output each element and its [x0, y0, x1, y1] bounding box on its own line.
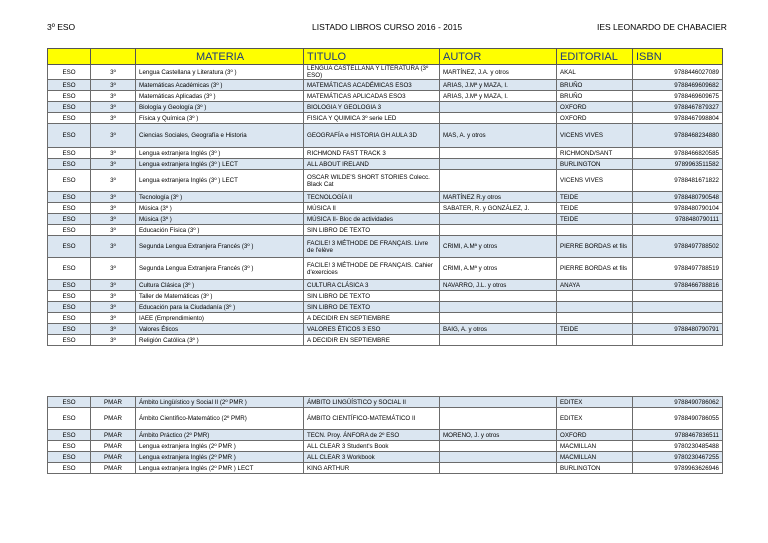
cell-isbn: 9788467836511	[633, 430, 723, 441]
cell-editorial: OXFORD	[557, 430, 633, 441]
cell-titulo: GEOGRAFÍA e HISTORIA GH AULA 3D	[304, 124, 440, 148]
cell-curso: PMAR	[91, 397, 136, 408]
cell-editorial: BURLINGTON	[557, 463, 633, 474]
cell-autor	[440, 102, 557, 113]
cell-curso: 3º	[91, 80, 136, 91]
cell-curso: 3º	[91, 113, 136, 124]
books-table-eso	[47, 48, 723, 346]
cell-editorial: BRUÑO	[557, 91, 633, 102]
cell-isbn	[633, 335, 723, 346]
header-cell-etapa	[48, 49, 91, 65]
cell-etapa: ESO	[48, 302, 91, 313]
table-row	[48, 124, 723, 148]
books-table-pmar	[47, 396, 723, 474]
cell-editorial: EDITEX	[557, 408, 633, 430]
table-row	[48, 159, 723, 170]
cell-editorial: MACMILLAN	[557, 452, 633, 463]
cell-etapa: ESO	[48, 124, 91, 148]
table-row	[48, 80, 723, 91]
cell-autor: CRIMI, A.Mª y otros	[440, 236, 557, 258]
cell-isbn: 9788490786055	[633, 408, 723, 430]
cell-editorial: EDITEX	[557, 397, 633, 408]
cell-curso: 3º	[91, 203, 136, 214]
cell-titulo: MATEMÁTICAS APLICADAS ESO3	[304, 91, 440, 102]
cell-titulo: FISICA Y QUIMICA 3º serie LED	[304, 113, 440, 124]
cell-isbn: 9788467998804	[633, 113, 723, 124]
cell-materia: Música (3º )	[136, 214, 304, 225]
cell-materia: Ámbito Práctico (2º PMR)	[136, 430, 304, 441]
table-row	[48, 148, 723, 159]
cell-curso: PMAR	[91, 430, 136, 441]
cell-autor	[440, 113, 557, 124]
table-row	[48, 203, 723, 214]
cell-editorial: PIERRE BORDAS et fils	[557, 258, 633, 280]
cell-autor	[440, 225, 557, 236]
cell-isbn: 9789963511582	[633, 159, 723, 170]
cell-editorial: OXFORD	[557, 113, 633, 124]
cell-titulo: BIOLOGIA Y GEOLOGIA 3	[304, 102, 440, 113]
header-school: IES LEONARDO DE CHABACIER	[597, 22, 727, 32]
cell-etapa: ESO	[48, 335, 91, 346]
cell-curso: 3º	[91, 65, 136, 80]
cell-isbn: 9788481671822	[633, 170, 723, 192]
cell-autor: MORENO, J. y otros	[440, 430, 557, 441]
cell-materia: Religión Católica (3º )	[136, 335, 304, 346]
cell-materia: Cultura Clásica (3º )	[136, 280, 304, 291]
cell-etapa: ESO	[48, 148, 91, 159]
cell-etapa: ESO	[48, 430, 91, 441]
cell-isbn: 9780230485488	[633, 441, 723, 452]
cell-titulo: SIN LIBRO DE TEXTO	[304, 302, 440, 313]
cell-etapa: ESO	[48, 280, 91, 291]
cell-editorial: RICHMOND/SANT	[557, 148, 633, 159]
header-cell-titulo: TITULO	[304, 49, 440, 65]
cell-editorial: OXFORD	[557, 102, 633, 113]
cell-isbn: 9788467879327	[633, 102, 723, 113]
cell-autor: NAVARRO, J.L. y otros	[440, 280, 557, 291]
cell-titulo: MÚSICA II	[304, 203, 440, 214]
cell-curso: 3º	[91, 313, 136, 324]
cell-autor	[440, 335, 557, 346]
cell-autor	[440, 170, 557, 192]
cell-isbn	[633, 291, 723, 302]
cell-titulo: TECNOLOGÍA II	[304, 192, 440, 203]
cell-titulo: ALL CLEAR 3 Student's Book	[304, 441, 440, 452]
header-course: 3º ESO	[47, 22, 76, 32]
cell-titulo: ALL ABOUT IRELAND	[304, 159, 440, 170]
cell-etapa: ESO	[48, 214, 91, 225]
cell-autor	[440, 159, 557, 170]
cell-materia: Ciencias Sociales, Geografía e Historia	[136, 124, 304, 148]
cell-materia: Lengua extranjera Inglés (3º ) LECT	[136, 159, 304, 170]
table-row	[48, 324, 723, 335]
cell-etapa: ESO	[48, 291, 91, 302]
cell-isbn: 9789963626946	[633, 463, 723, 474]
cell-etapa: ESO	[48, 203, 91, 214]
cell-curso: 3º	[91, 91, 136, 102]
cell-materia: Lengua extranjera Inglés (2º PMR )	[136, 441, 304, 452]
cell-materia: Música (3º )	[136, 203, 304, 214]
cell-editorial	[557, 335, 633, 346]
cell-materia: IAEE (Emprendimiento)	[136, 313, 304, 324]
cell-etapa: ESO	[48, 236, 91, 258]
table-row	[48, 280, 723, 291]
header-cell-curso	[91, 49, 136, 65]
cell-etapa: ESO	[48, 452, 91, 463]
cell-materia: Física y Química (3º )	[136, 113, 304, 124]
cell-editorial	[557, 302, 633, 313]
cell-titulo: CULTURA CLÁSICA 3	[304, 280, 440, 291]
cell-titulo: VALORES ÉTICOS 3 ESO	[304, 324, 440, 335]
table-row	[48, 441, 723, 452]
table-row	[48, 258, 723, 280]
cell-autor	[440, 313, 557, 324]
cell-titulo: KING ARTHUR	[304, 463, 440, 474]
cell-etapa: ESO	[48, 463, 91, 474]
cell-autor: SABATER, R. y GONZÁLEZ, J.	[440, 203, 557, 214]
cell-materia: Lengua extranjera Inglés (2º PMR )	[136, 452, 304, 463]
cell-isbn: 9788469609675	[633, 91, 723, 102]
cell-isbn: 9788468234880	[633, 124, 723, 148]
cell-autor	[440, 302, 557, 313]
cell-isbn: 9788490786062	[633, 397, 723, 408]
cell-materia: Lengua extranjera Inglés (2º PMR ) LECT	[136, 463, 304, 474]
cell-isbn	[633, 302, 723, 313]
cell-materia: Educación para la Ciudadanía (3º )	[136, 302, 304, 313]
cell-materia: Lengua Castellana y Literatura (3º )	[136, 65, 304, 80]
table-row	[48, 408, 723, 430]
table-row	[48, 335, 723, 346]
cell-curso: 3º	[91, 214, 136, 225]
cell-isbn: 9780230467255	[633, 452, 723, 463]
cell-materia: Ámbito Lingüístico y Social II (2º PMR )	[136, 397, 304, 408]
cell-autor: CRIMI, A.Mª y otros	[440, 258, 557, 280]
cell-etapa: ESO	[48, 258, 91, 280]
cell-curso: 3º	[91, 159, 136, 170]
table-row	[48, 102, 723, 113]
cell-titulo: OSCAR WILDE'S SHORT STORIES Colecc. Black Cat	[304, 170, 440, 192]
cell-editorial: TEIDE	[557, 203, 633, 214]
cell-autor: MARTÍNEZ, J.A. y otros	[440, 65, 557, 80]
cell-etapa: ESO	[48, 313, 91, 324]
cell-etapa: ESO	[48, 80, 91, 91]
cell-editorial: ANAYA	[557, 280, 633, 291]
table-row	[48, 113, 723, 124]
cell-editorial: MACMILLAN	[557, 441, 633, 452]
cell-titulo: ÁMBITO CIENTÍFICO-MATEMÁTICO II	[304, 408, 440, 430]
cell-editorial: BRUÑO	[557, 80, 633, 91]
cell-etapa: ESO	[48, 65, 91, 80]
table-row	[48, 430, 723, 441]
cell-titulo: TECN. Proy. ÁNFORA de 2º ESO	[304, 430, 440, 441]
cell-autor: MAS, A. y otros	[440, 124, 557, 148]
cell-etapa: ESO	[48, 159, 91, 170]
cell-curso: 3º	[91, 192, 136, 203]
cell-autor	[440, 397, 557, 408]
cell-materia: Taller de Matemáticas (3º )	[136, 291, 304, 302]
cell-curso: 3º	[91, 324, 136, 335]
cell-autor	[440, 291, 557, 302]
cell-titulo: A DECIDIR EN SEPTIEMBRE	[304, 313, 440, 324]
cell-isbn: 9788480790111	[633, 214, 723, 225]
cell-materia: Segunda Lengua Extranjera Francés (3º )	[136, 258, 304, 280]
header-cell-materia: MATERIA	[136, 49, 304, 65]
cell-autor: ARIAS, J.Mª y MAZA, I.	[440, 91, 557, 102]
cell-titulo: LENGUA CASTELLANA Y LITERATURA (3º ESO)	[304, 65, 440, 80]
cell-titulo: FACILE! 3 MÉTHODE DE FRANÇAIS. Livre de l'elève	[304, 236, 440, 258]
cell-titulo: SIN LIBRO DE TEXTO	[304, 225, 440, 236]
cell-materia: Tecnología (3º )	[136, 192, 304, 203]
cell-isbn: 9788497788502	[633, 236, 723, 258]
cell-isbn: 9788497788519	[633, 258, 723, 280]
cell-isbn	[633, 313, 723, 324]
table-row	[48, 463, 723, 474]
cell-editorial: BURLINGTON	[557, 159, 633, 170]
cell-materia: Lengua extranjera Inglés (3º ) LECT	[136, 170, 304, 192]
cell-etapa: ESO	[48, 408, 91, 430]
cell-curso: 3º	[91, 258, 136, 280]
cell-titulo: SIN LIBRO DE TEXTO	[304, 291, 440, 302]
cell-editorial	[557, 313, 633, 324]
cell-etapa: ESO	[48, 225, 91, 236]
cell-autor: BAIG, A. y otros	[440, 324, 557, 335]
cell-etapa: ESO	[48, 192, 91, 203]
table-row	[48, 313, 723, 324]
cell-autor	[440, 452, 557, 463]
table-row	[48, 397, 723, 408]
cell-etapa: ESO	[48, 324, 91, 335]
cell-materia: Matemáticas Aplicadas (3º )	[136, 91, 304, 102]
cell-materia: Valores Éticos	[136, 324, 304, 335]
cell-etapa: ESO	[48, 91, 91, 102]
table-row	[48, 225, 723, 236]
cell-titulo: ÁMBITO LINGÜÍSTICO y SOCIAL II	[304, 397, 440, 408]
cell-curso: PMAR	[91, 408, 136, 430]
cell-titulo: ALL CLEAR 3 Workbook	[304, 452, 440, 463]
cell-isbn	[633, 225, 723, 236]
cell-isbn: 9788480790791	[633, 324, 723, 335]
table-row	[48, 291, 723, 302]
cell-materia: Educación Física (3º )	[136, 225, 304, 236]
cell-etapa: ESO	[48, 170, 91, 192]
cell-materia: Ámbito Científico-Matemático (2º PMR)	[136, 408, 304, 430]
cell-titulo: MÚSICA II- Bloc de actividades	[304, 214, 440, 225]
table-row	[48, 214, 723, 225]
header-cell-editorial: EDITORIAL	[557, 49, 633, 65]
header-cell-isbn: ISBN	[633, 49, 723, 65]
header-cell-autor: AUTOR	[440, 49, 557, 65]
cell-etapa: ESO	[48, 397, 91, 408]
table-row	[48, 91, 723, 102]
cell-editorial: AKAL	[557, 65, 633, 80]
cell-curso: 3º	[91, 280, 136, 291]
cell-etapa: ESO	[48, 113, 91, 124]
cell-curso: 3º	[91, 236, 136, 258]
cell-editorial	[557, 291, 633, 302]
cell-titulo: RICHMOND FAST TRACK 3	[304, 148, 440, 159]
cell-etapa: ESO	[48, 102, 91, 113]
table-row	[48, 236, 723, 258]
cell-curso: 3º	[91, 102, 136, 113]
cell-isbn: 9788446027089	[633, 65, 723, 80]
cell-isbn: 9788480790548	[633, 192, 723, 203]
cell-editorial: VICENS VIVES	[557, 124, 633, 148]
cell-isbn: 9788480790104	[633, 203, 723, 214]
header-list-title: LISTADO LIBROS CURSO 2016 - 2015	[312, 22, 463, 32]
cell-curso: 3º	[91, 335, 136, 346]
cell-titulo: A DECIDIR EN SEPTIEMBRE	[304, 335, 440, 346]
cell-curso: PMAR	[91, 463, 136, 474]
cell-etapa: ESO	[48, 441, 91, 452]
table-row	[48, 302, 723, 313]
table-header-row	[48, 49, 723, 65]
table-row	[48, 170, 723, 192]
cell-titulo: FACILE! 3 MÉTHODE DE FRANÇAIS. Cahier d'exercices	[304, 258, 440, 280]
cell-autor: MARTÍNEZ R.y otros	[440, 192, 557, 203]
cell-curso: 3º	[91, 170, 136, 192]
cell-editorial	[557, 225, 633, 236]
cell-curso: 3º	[91, 302, 136, 313]
cell-isbn: 9788466788816	[633, 280, 723, 291]
cell-autor	[440, 214, 557, 225]
table-row	[48, 192, 723, 203]
cell-autor	[440, 408, 557, 430]
cell-autor: ARIAS, J.Mª y MAZA, I.	[440, 80, 557, 91]
table-row	[48, 452, 723, 463]
cell-autor	[440, 148, 557, 159]
cell-materia: Segunda Lengua Extranjera Francés (3º )	[136, 236, 304, 258]
cell-materia: Lengua extranjera Inglés (3º )	[136, 148, 304, 159]
cell-isbn: 9788466820585	[633, 148, 723, 159]
cell-editorial: TEIDE	[557, 214, 633, 225]
cell-editorial: PIERRE BORDAS et fils	[557, 236, 633, 258]
cell-curso: 3º	[91, 225, 136, 236]
cell-editorial: TEIDE	[557, 324, 633, 335]
cell-curso: 3º	[91, 148, 136, 159]
cell-materia: Matemáticas Académicas (3º )	[136, 80, 304, 91]
table-row	[48, 65, 723, 80]
cell-curso: PMAR	[91, 452, 136, 463]
cell-editorial: VICENS VIVES	[557, 170, 633, 192]
cell-curso: 3º	[91, 124, 136, 148]
cell-autor	[440, 463, 557, 474]
cell-editorial: TEIDE	[557, 192, 633, 203]
cell-curso: 3º	[91, 291, 136, 302]
cell-titulo: MATEMÁTICAS ACADÉMICAS ESO3	[304, 80, 440, 91]
cell-materia: Biología y Geología (3º )	[136, 102, 304, 113]
cell-isbn: 9788469609682	[633, 80, 723, 91]
cell-curso: PMAR	[91, 441, 136, 452]
cell-autor	[440, 441, 557, 452]
